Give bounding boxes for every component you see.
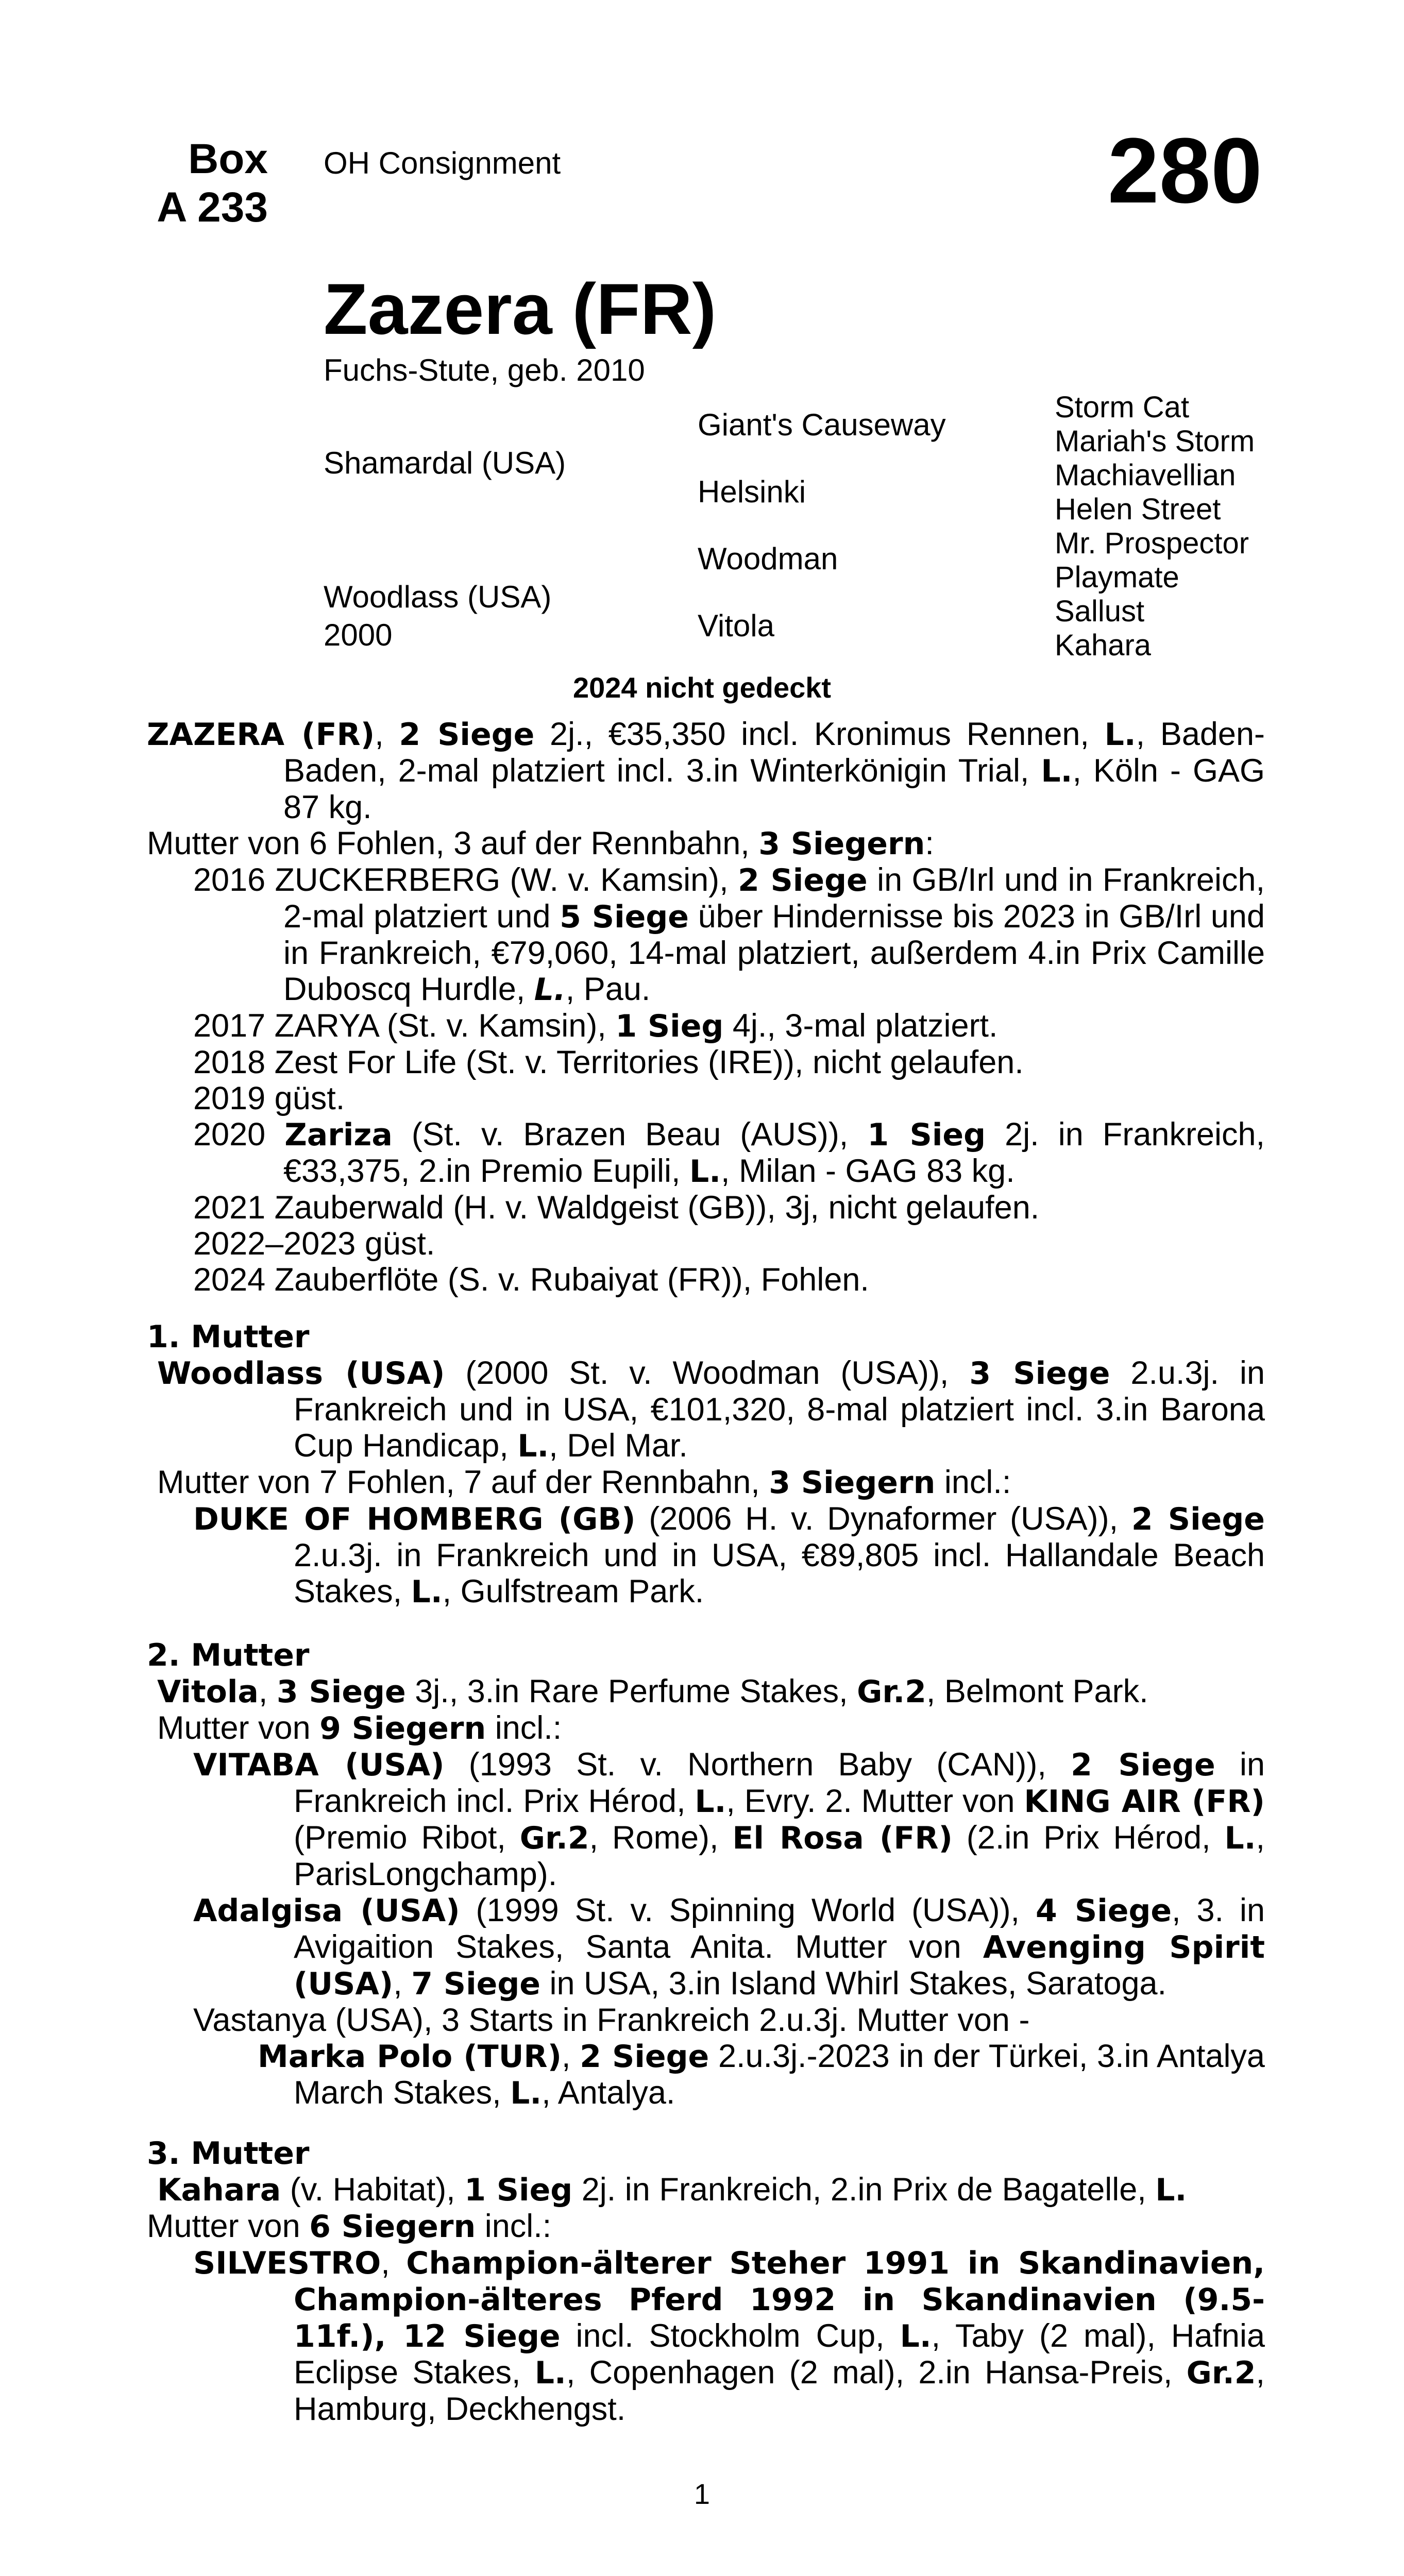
pedigree-great-grandparent: Kahara — [1055, 629, 1152, 662]
third-dam-heading: 3. Mutter — [147, 2136, 310, 2172]
third-dam-section — [147, 2136, 1265, 2427]
pedigree-grandparent: Vitola — [698, 608, 775, 643]
consignment: OH Consignment — [324, 146, 561, 180]
foal-2016: 2016 ZUCKERBERG (W. v. Kamsin), 2 Siege in GB/Irl und in Frankreich, 2-mal platziert und 5 Siege über Hindernisse bis 2023 in GB/Irl und in Frankreich, €79,060, 14-mal platziert, außerdem 4.in Prix Camille Duboscq Hurdle, L., Pau. — [193, 862, 1265, 1008]
racing-record-section — [147, 716, 1265, 1298]
third-dam-record: Kahara (v. Habitat), 1 Sieg 2j. in Frankreich, 2.in Prix de Bagatelle, L. — [157, 2172, 1187, 2208]
pedigree-grandparent: Helsinki — [698, 474, 806, 509]
pedigree-grandparent: Giant's Causeway — [698, 408, 946, 442]
pedigree-sire: Shamardal (USA) — [324, 446, 566, 480]
second-dam-produce: Mutter von 9 Siegern incl.: — [157, 1710, 562, 1747]
pedigree-great-grandparent: Storm Cat — [1055, 391, 1190, 424]
dam-produce-summary: Mutter von 6 Fohlen, 3 auf der Rennbahn, 3 Siegern: — [147, 825, 934, 862]
pedigree-dam-year: 2000 — [324, 618, 393, 652]
covering-note: 2024 nicht gedeckt — [572, 671, 832, 704]
foal-2024: 2024 Zauberflöte (S. v. Rubaiyat (FR)), Fohlen. — [193, 1262, 869, 1298]
pedigree-great-grandparent: Machiavellian — [1055, 459, 1236, 492]
pedigree-grandparent: Woodman — [698, 541, 838, 576]
second-dam-record: Vitola, 3 Siege 3j., 3.in Rare Perfume Stakes, Gr.2, Belmont Park. — [157, 1673, 1148, 1710]
first-dam-produce: Mutter von 7 Fohlen, 7 auf der Rennbahn, 3 Siegern incl.: — [157, 1464, 1011, 1501]
page-number: 1 — [693, 2478, 711, 2510]
box-label-line2: A 233 — [157, 184, 268, 231]
box-label-line1: Box — [188, 135, 268, 182]
foal-2022-2023: 2022–2023 güst. — [193, 1226, 435, 1262]
first-dam-child: DUKE OF HOMBERG (GB) (2006 H. v. Dynaformer (USA)), 2 Siege 2.u.3j. in Frankreich und in USA, €89,805 incl. Hallandale Beach Stakes, L., Gulfstream Park. — [193, 1501, 1265, 1610]
first-dam-heading: 1. Mutter — [147, 1319, 310, 1355]
pedigree-great-grandparent: Mariah's Storm — [1055, 425, 1255, 458]
foal-2019: 2019 güst. — [193, 1080, 345, 1116]
second-dam-child: VITABA (USA) (1993 St. v. Northern Baby (CAN)), 2 Siege in Frankreich incl. Prix Hérod, L., Evry. 2. Mutter von KING AIR (FR) (Premio Ribot, Gr.2, Rome), El Rosa (FR) (2.in Prix Hérod, L., ParisLongchamp). — [193, 1747, 1265, 1892]
lot-number: 280 — [1107, 119, 1262, 223]
foal-2018: 2018 Zest For Life (St. v. Territories (IRE)), nicht gelaufen. — [193, 1044, 1024, 1080]
horse-description: Fuchs-Stute, geb. 2010 — [324, 353, 645, 387]
foal-2017: 2017 ZARYA (St. v. Kamsin), 1 Sieg 4j., 3-mal platziert. — [193, 1008, 998, 1044]
first-dam-record: Woodlass (USA) (2000 St. v. Woodman (USA)), 3 Siege 2.u.3j. in Frankreich und in USA, €101,320, 8-mal platziert incl. 3.in Barona Cup Handicap, L., Del Mar. — [157, 1355, 1265, 1464]
pedigree-great-grandparent: Sallust — [1055, 595, 1145, 628]
second-dam-section — [147, 1637, 1265, 2111]
third-dam-produce: Mutter von 6 Siegern incl.: — [147, 2208, 552, 2245]
box-label — [103, 135, 268, 232]
pedigree-dam: Woodlass (USA) — [324, 580, 552, 614]
second-dam-grandchild: Marka Polo (TUR), 2 Siege 2.u.3j.-2023 in der Türkei, 3.in Antalya March Stakes, L., Antalya. — [258, 2038, 1265, 2111]
third-dam-child: SILVESTRO, Champion-älterer Steher 1991 in Skandinavien, Champion-älteres Pferd 1992 in Skandinavien (9.5-11f.), 12 Siege incl. Stockholm Cup, L., Taby (2 mal), Hafnia Eclipse Stakes, L., Copenhagen (2 mal), 2.in Hansa-Preis, Gr.2, Hamburg, Deckhengst. — [193, 2245, 1265, 2427]
racing-record: ZAZERA (FR), 2 Siege 2j., €35,350 incl. Kronimus Rennen, L., Baden-Baden, 2-mal platziert incl. 3.in Winterkönigin Trial, L., Köln - GAG 87 kg. — [147, 716, 1265, 825]
horse-name: Zazera (FR) — [324, 268, 717, 349]
first-dam-section — [147, 1319, 1265, 1610]
second-dam-child: Adalgisa (USA) (1999 St. v. Spinning World (USA)), 4 Siege, 3. in Avigaition Stakes, Santa Anita. Mutter von Avenging Spirit (USA), 7 Siege in USA, 3.in Island Whirl Stakes, Saratoga. — [193, 1892, 1265, 2002]
pedigree-great-grandparent: Helen Street — [1055, 493, 1221, 526]
horse-name-caps: ZAZERA (FR) — [147, 717, 375, 753]
foal-2020: 2020 Zariza (St. v. Brazen Beau (AUS)), 1 Sieg 2j. in Frankreich, €33,375, 2.in Premio Eupili, L., Milan - GAG 83 kg. — [193, 1116, 1265, 1190]
second-dam-heading: 2. Mutter — [147, 1637, 310, 1673]
foal-2021: 2021 Zauberwald (H. v. Waldgeist (GB)), 3j, nicht gelaufen. — [193, 1190, 1040, 1226]
second-dam-child: Vastanya (USA), 3 Starts in Frankreich 2.u.3j. Mutter von - — [193, 2002, 1030, 2038]
pedigree-great-grandparent: Mr. Prospector — [1055, 527, 1249, 560]
pedigree-great-grandparent: Playmate — [1055, 561, 1179, 594]
